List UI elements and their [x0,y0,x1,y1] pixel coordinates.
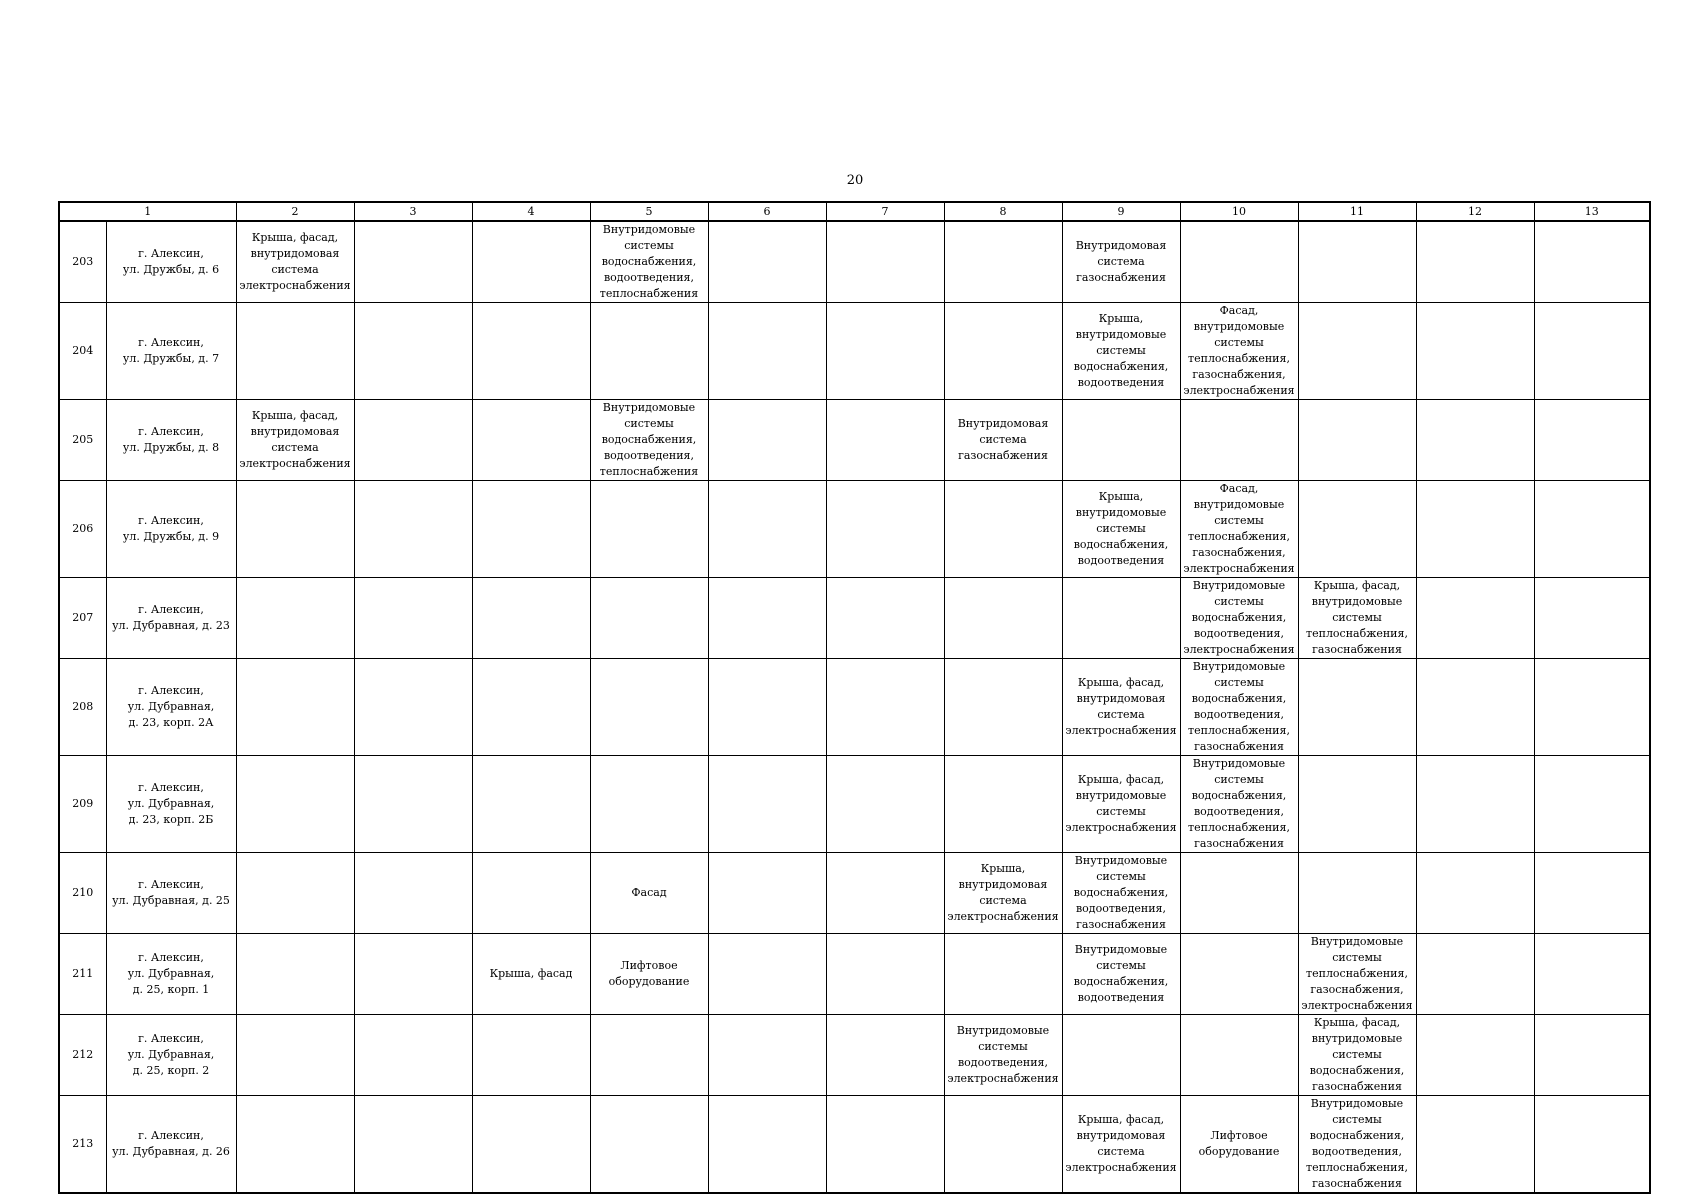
works-cell-col-5 [590,481,708,578]
row-number: 205 [59,400,106,481]
works-cell-col-6 [708,303,826,400]
works-cell-col-9: Крыша, фасад, внутридомовые системы электроснабжения [1062,756,1180,853]
works-cell-col-11 [1298,853,1416,934]
works-cell-col-9 [1062,578,1180,659]
address-cell: г. Алексин, ул. Дубравная, д. 25, корп. 1 [106,934,236,1015]
address-cell: г. Алексин, ул. Дружбы, д. 7 [106,303,236,400]
works-cell-col-3 [354,481,472,578]
works-cell-col-5 [590,756,708,853]
column-header: 6 [708,202,826,221]
table-row [59,578,1650,659]
works-cell-col-11: Внутридомовые системы теплоснабжения, газоснабжения, электроснабжения [1298,934,1416,1015]
works-cell-col-12 [1416,400,1534,481]
works-cell-col-10 [1180,400,1298,481]
works-cell-col-13 [1534,303,1650,400]
works-cell-col-3 [354,1096,472,1194]
works-cell-col-12 [1416,1096,1534,1194]
works-cell-col-4 [472,853,590,934]
works-cell-col-7 [826,1015,944,1096]
works-cell-col-8: Крыша, внутридомовая система электроснабжения [944,853,1062,934]
works-cell-col-11 [1298,756,1416,853]
works-cell-col-4 [472,756,590,853]
address-cell: г. Алексин, ул. Дубравная, д. 25 [106,853,236,934]
works-cell-col-3 [354,756,472,853]
works-cell-col-2: Крыша, фасад, внутридомовая система электроснабжения [236,221,354,303]
works-cell-col-2 [236,578,354,659]
column-number-header-row [59,202,1650,221]
works-cell-col-7 [826,400,944,481]
works-cell-col-8 [944,934,1062,1015]
works-cell-col-10: Лифтовое оборудование [1180,1096,1298,1194]
works-cell-col-4 [472,400,590,481]
works-cell-col-7 [826,934,944,1015]
works-cell-col-6 [708,934,826,1015]
works-cell-col-2 [236,934,354,1015]
works-cell-col-7 [826,853,944,934]
works-cell-col-6 [708,578,826,659]
works-cell-col-5 [590,659,708,756]
works-cell-col-13 [1534,400,1650,481]
table-row [59,221,1650,303]
works-cell-col-8 [944,578,1062,659]
column-header: 13 [1534,202,1650,221]
works-cell-col-10 [1180,221,1298,303]
works-cell-col-12 [1416,1015,1534,1096]
works-cell-col-13 [1534,578,1650,659]
works-cell-col-5 [590,303,708,400]
works-cell-col-7 [826,756,944,853]
column-header: 11 [1298,202,1416,221]
works-cell-col-12 [1416,481,1534,578]
row-number: 212 [59,1015,106,1096]
works-cell-col-5 [590,1096,708,1194]
column-header: 12 [1416,202,1534,221]
works-cell-col-10: Фасад, внутридомовые системы теплоснабжения, газоснабжения, электроснабжения [1180,303,1298,400]
row-number: 210 [59,853,106,934]
works-cell-col-11 [1298,221,1416,303]
column-header: 8 [944,202,1062,221]
works-cell-col-11: Внутридомовые системы водоснабжения, водоотведения, теплоснабжения, газоснабжения [1298,1096,1416,1194]
works-cell-col-8 [944,756,1062,853]
works-cell-col-4 [472,659,590,756]
works-cell-col-7 [826,303,944,400]
works-cell-col-11: Крыша, фасад, внутридомовые системы теплоснабжения, газоснабжения [1298,578,1416,659]
works-cell-col-6 [708,659,826,756]
works-cell-col-6 [708,853,826,934]
works-cell-col-12 [1416,221,1534,303]
works-cell-col-10: Фасад, внутридомовые системы теплоснабжения, газоснабжения, электроснабжения [1180,481,1298,578]
works-cell-col-13 [1534,1096,1650,1194]
works-cell-col-10 [1180,853,1298,934]
works-cell-col-8 [944,303,1062,400]
works-cell-col-8: Внутридомовая система газоснабжения [944,400,1062,481]
works-cell-col-8: Внутридомовые системы водоотведения, электроснабжения [944,1015,1062,1096]
table-row [59,1096,1650,1194]
column-header: 10 [1180,202,1298,221]
works-cell-col-9: Внутридомовые системы водоснабжения, водоотведения [1062,934,1180,1015]
column-header: 3 [354,202,472,221]
works-cell-col-8 [944,221,1062,303]
works-cell-col-9: Крыша, внутридомовые системы водоснабжения, водоотведения [1062,481,1180,578]
column-header: 4 [472,202,590,221]
works-cell-col-6 [708,756,826,853]
works-cell-col-2 [236,1096,354,1194]
address-cell: г. Алексин, ул. Дубравная, д. 23 [106,578,236,659]
table-row [59,303,1650,400]
works-cell-col-3 [354,1015,472,1096]
works-cell-col-3 [354,303,472,400]
works-cell-col-6 [708,221,826,303]
address-cell: г. Алексин, ул. Дружбы, д. 8 [106,400,236,481]
works-cell-col-4: Крыша, фасад [472,934,590,1015]
works-cell-col-12 [1416,934,1534,1015]
column-header: 9 [1062,202,1180,221]
column-header: 2 [236,202,354,221]
works-cell-col-2 [236,1015,354,1096]
works-cell-col-5: Внутридомовые системы водоснабжения, водоотведения, теплоснабжения [590,221,708,303]
works-cell-col-13 [1534,1015,1650,1096]
works-cell-col-13 [1534,756,1650,853]
works-cell-col-10 [1180,1015,1298,1096]
works-cell-col-6 [708,1015,826,1096]
works-cell-col-10: Внутридомовые системы водоснабжения, водоотведения, теплоснабжения, газоснабжения [1180,756,1298,853]
column-header: 5 [590,202,708,221]
row-number: 207 [59,578,106,659]
works-cell-col-10 [1180,934,1298,1015]
address-cell: г. Алексин, ул. Дубравная, д. 25, корп. 2 [106,1015,236,1096]
works-cell-col-3 [354,853,472,934]
works-cell-col-11 [1298,303,1416,400]
works-cell-col-12 [1416,756,1534,853]
works-cell-col-9: Крыша, фасад, внутридомовая система электроснабжения [1062,659,1180,756]
works-cell-col-2 [236,756,354,853]
row-number: 211 [59,934,106,1015]
works-cell-col-9: Внутридомовая система газоснабжения [1062,221,1180,303]
works-cell-col-6 [708,481,826,578]
table-row [59,934,1650,1015]
column-header: 7 [826,202,944,221]
works-cell-col-11 [1298,659,1416,756]
works-cell-col-7 [826,578,944,659]
works-cell-col-11 [1298,400,1416,481]
works-cell-col-10: Внутридомовые системы водоснабжения, водоотведения, теплоснабжения, газоснабжения [1180,659,1298,756]
works-cell-col-9: Внутридомовые системы водоснабжения, водоотведения, газоснабжения [1062,853,1180,934]
works-cell-col-4 [472,1096,590,1194]
address-cell: г. Алексин, ул. Дубравная, д. 23, корп. 2А [106,659,236,756]
works-cell-col-13 [1534,934,1650,1015]
works-cell-col-12 [1416,659,1534,756]
works-cell-col-6 [708,1096,826,1194]
works-cell-col-4 [472,303,590,400]
works-cell-col-3 [354,934,472,1015]
row-number: 206 [59,481,106,578]
works-cell-col-8 [944,659,1062,756]
works-cell-col-9 [1062,1015,1180,1096]
table-row [59,1015,1650,1096]
works-cell-col-13 [1534,221,1650,303]
table-row [59,659,1650,756]
works-cell-col-13 [1534,481,1650,578]
works-cell-col-4 [472,578,590,659]
table-row [59,756,1650,853]
works-cell-col-6 [708,400,826,481]
works-cell-col-2 [236,303,354,400]
works-cell-col-2 [236,853,354,934]
works-cell-col-8 [944,481,1062,578]
page-number: 20 [846,173,864,188]
works-cell-col-7 [826,221,944,303]
works-cell-col-3 [354,400,472,481]
works-cell-col-5 [590,578,708,659]
works-cell-col-9: Крыша, внутридомовые системы водоснабжения, водоотведения [1062,303,1180,400]
works-cell-col-4 [472,481,590,578]
works-cell-col-4 [472,1015,590,1096]
works-cell-col-11: Крыша, фасад, внутридомовые системы водоснабжения, газоснабжения [1298,1015,1416,1096]
works-cell-col-2: Крыша, фасад, внутридомовая система электроснабжения [236,400,354,481]
works-cell-col-5: Фасад [590,853,708,934]
works-cell-col-3 [354,578,472,659]
works-cell-col-13 [1534,853,1650,934]
row-number: 203 [59,221,106,303]
works-cell-col-12 [1416,578,1534,659]
works-cell-col-2 [236,659,354,756]
address-cell: г. Алексин, ул. Дубравная, д. 26 [106,1096,236,1194]
table-row [59,400,1650,481]
address-cell: г. Алексин, ул. Дубравная, д. 23, корп. 2Б [106,756,236,853]
works-cell-col-4 [472,221,590,303]
works-cell-col-7 [826,481,944,578]
table-row [59,481,1650,578]
works-cell-col-10: Внутридомовые системы водоснабжения, водоотведения, электроснабжения [1180,578,1298,659]
works-cell-col-5 [590,1015,708,1096]
works-cell-col-2 [236,481,354,578]
address-cell: г. Алексин, ул. Дружбы, д. 6 [106,221,236,303]
works-cell-col-9 [1062,400,1180,481]
row-number: 213 [59,1096,106,1194]
works-cell-col-11 [1298,481,1416,578]
table-row [59,853,1650,934]
row-number: 208 [59,659,106,756]
works-cell-col-5: Внутридомовые системы водоснабжения, водоотведения, теплоснабжения [590,400,708,481]
row-number: 209 [59,756,106,853]
repair-schedule-table [58,201,1651,1194]
works-cell-col-13 [1534,659,1650,756]
works-cell-col-3 [354,659,472,756]
works-cell-col-5: Лифтовое оборудование [590,934,708,1015]
works-cell-col-12 [1416,303,1534,400]
works-cell-col-3 [354,221,472,303]
works-cell-col-9: Крыша, фасад, внутридомовая система электроснабжения [1062,1096,1180,1194]
works-cell-col-12 [1416,853,1534,934]
row-number: 204 [59,303,106,400]
address-cell: г. Алексин, ул. Дружбы, д. 9 [106,481,236,578]
works-cell-col-8 [944,1096,1062,1194]
column-header: 1 [59,202,236,221]
works-cell-col-7 [826,1096,944,1194]
works-cell-col-7 [826,659,944,756]
